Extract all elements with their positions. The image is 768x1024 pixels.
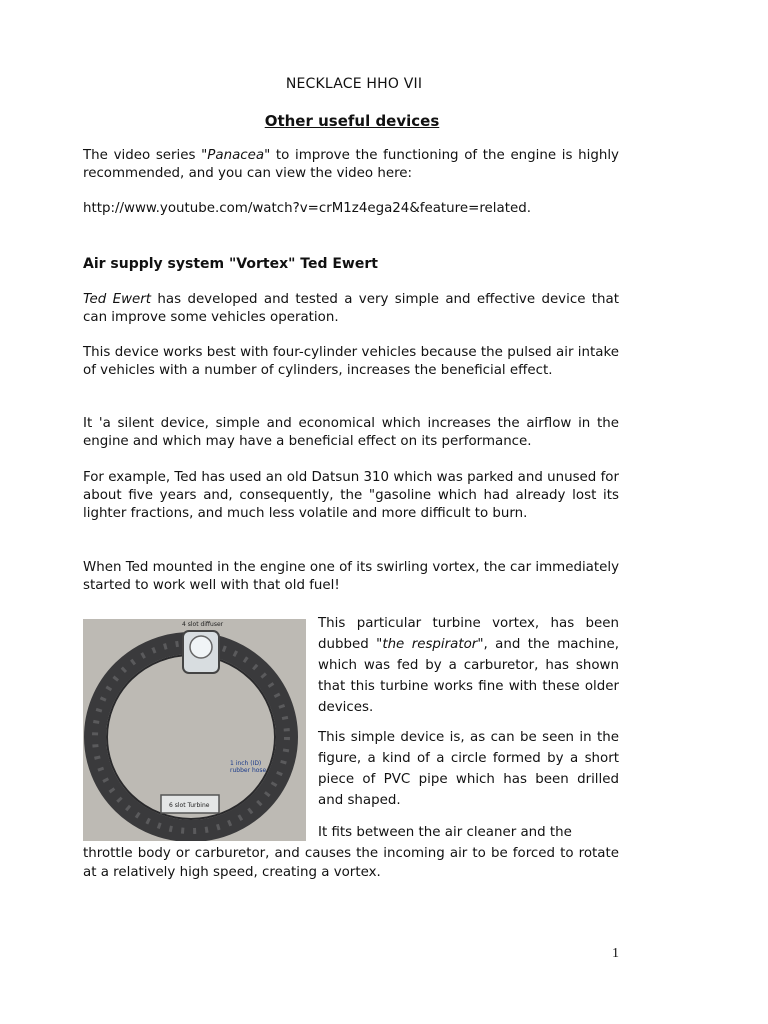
label-turbine: 6 slot Turbine: [169, 802, 210, 809]
col1-italic: the respirator: [382, 637, 478, 652]
document-subtitle: Other useful devices: [264, 112, 440, 130]
intro-paragraph: [83, 147, 619, 183]
col1-before: This particular turbine vortex, has been dubbed ": [318, 616, 619, 652]
intro-italic: Panacea: [207, 148, 265, 163]
p1-italic: Ted Ewert: [83, 292, 152, 307]
label-hose: 1 inch (ID) rubber hose: [230, 760, 267, 774]
column-paragraph-fits-first-line: It fits between the air cleaner and the: [318, 825, 572, 840]
section-heading: Air supply system "Vortex" Ted Ewert: [83, 256, 378, 272]
paragraph-four-cylinder: This device works best with four-cylinder vehicles because the pulsed air intake of vehicles with a number of cylinders, increases the beneficial effect.: [83, 345, 619, 378]
column-paragraph-respirator: [318, 613, 619, 718]
page-number: 1: [612, 946, 619, 961]
paragraph-silent-device: It 'a silent device, simple and economical which increases the airflow in the engine and which may have a beneficial effect on its performance.: [83, 416, 619, 449]
p1-text: has developed and tested a very simple and effective device that can improve some vehicles operation.: [83, 292, 619, 325]
vortex-device-drawing: [83, 619, 306, 841]
video-link[interactable]: http://www.youtube.com/watch?v=crM1z4ega24&feature=related.: [83, 201, 531, 216]
document-title: NECKLACE HHO VII: [285, 76, 423, 92]
intro-text-before: The video series ": [83, 148, 208, 163]
column-paragraph-simple-device: This simple device is, as can be seen in the figure, a kind of a circle formed by a short piece of PVC pipe which has been drilled and shaped.: [318, 730, 619, 808]
paragraph-datsun: For example, Ted has used an old Datsun 310 which was parked and unused for about five years and, consequently, the "gasoline which had already lost its lighter fractions, and much less volatile and more difficult to burn.: [83, 470, 619, 521]
label-diffuser: 4 slot diffuser: [182, 621, 224, 628]
vortex-device-photo: [83, 619, 306, 841]
paragraph-fits-continuation: throttle body or carburetor, and causes the incoming air to be forced to rotate at a relatively high speed, creating a vortex.: [83, 846, 619, 880]
col1-after: ", and the machine, which was fed by a carburetor, has shown that this turbine works fine with these older devices.: [318, 637, 619, 715]
paragraph-ted-ewert: [83, 291, 619, 327]
paragraph-swirling-vortex: When Ted mounted in the engine one of its swirling vortex, the car immediately started to work well with that old fuel!: [83, 560, 619, 593]
intro-text-after: " to improve the functioning of the engine is highly recommended, and you can view the video here:: [83, 148, 619, 181]
